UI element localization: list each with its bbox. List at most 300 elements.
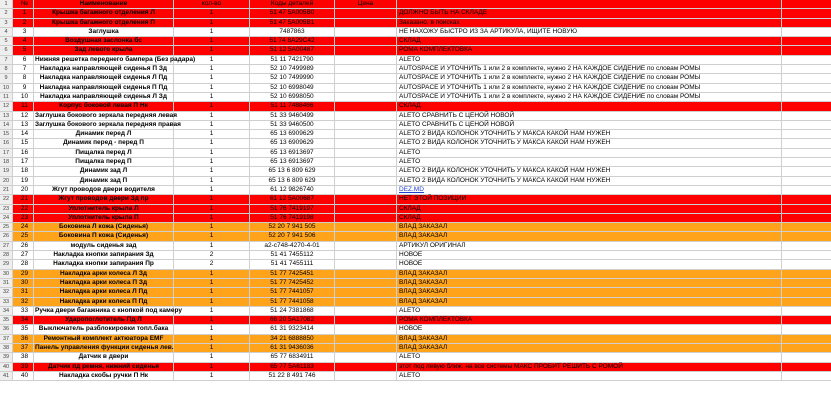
table-price-cell[interactable] xyxy=(335,372,397,381)
table-row-header[interactable]: 29 xyxy=(0,260,13,269)
table-note-cell[interactable]: СКЛАД xyxy=(397,205,782,214)
table-qty-cell[interactable]: 1 xyxy=(174,353,250,362)
table-num-cell[interactable]: 5 xyxy=(16,46,34,55)
table-empty-cell[interactable] xyxy=(782,223,831,232)
table-note-cell[interactable]: ALETO xyxy=(397,149,782,158)
table-price-cell[interactable] xyxy=(335,84,397,93)
table-code-cell[interactable]: 65 77 6834911 xyxy=(250,353,335,362)
table-code-cell[interactable]: 51 77 7441058 xyxy=(250,298,335,307)
table-empty-cell[interactable] xyxy=(782,186,831,195)
table-row-header[interactable]: 12 xyxy=(0,102,13,111)
table-empty-cell[interactable] xyxy=(782,298,831,307)
header-empty-cell[interactable] xyxy=(782,0,831,9)
table-name-cell[interactable]: Накладка скобы ручки П Нк xyxy=(34,372,174,381)
table-code-cell[interactable]: 51 24 7381868 xyxy=(250,307,335,316)
table-code-cell[interactable]: 51 33 9460500 xyxy=(250,121,335,130)
table-code-cell[interactable]: a2-c748-4270-4-01 xyxy=(250,242,335,251)
table-row-header[interactable]: 17 xyxy=(0,149,13,158)
table-empty-cell[interactable] xyxy=(782,195,831,204)
table-name-cell[interactable]: Накладка кнопки запирания Зд xyxy=(34,251,174,260)
table-note-cell[interactable]: ALETO 2 ВИДА КОЛОНОК УТОЧНИТЬ У МАКСА КАКОЙ НАМ НУЖЕН xyxy=(397,167,782,176)
table-name-cell[interactable]: Воздушная заслонка бс xyxy=(34,37,174,46)
table-empty-cell[interactable] xyxy=(782,149,831,158)
table-qty-cell[interactable]: 1 xyxy=(174,307,250,316)
table-note-cell[interactable]: НЕ НАХОЖУ БЫСТРО ИЗ ЗА АРТИКУЛА, ИЩИТЕ НОВУЮ xyxy=(397,28,782,37)
table-num-cell[interactable]: 16 xyxy=(16,149,34,158)
table-price-cell[interactable] xyxy=(335,251,397,260)
table-name-cell[interactable]: модуль сиденья зад xyxy=(34,242,174,251)
table-row-header[interactable]: 13 xyxy=(0,112,13,121)
table-code-cell[interactable]: 51 76 7419198 xyxy=(250,214,335,223)
table-price-cell[interactable] xyxy=(335,232,397,241)
table-note-cell[interactable]: AUTOSPACE И УТОЧНИТЬ 1 или 2 в комплекте, нужно 2 НА КАЖДОЕ СИДЕНИЕ по словам РОМЫ xyxy=(397,74,782,83)
table-empty-cell[interactable] xyxy=(782,9,831,18)
table-code-cell[interactable]: 61 12 5A00687 xyxy=(250,195,335,204)
table-row-header[interactable]: 2 xyxy=(0,9,13,18)
table-empty-cell[interactable] xyxy=(782,28,831,37)
table-name-cell[interactable]: Пищалка перед Л xyxy=(34,149,174,158)
table-row-header[interactable]: 31 xyxy=(0,279,13,288)
table-note-cell[interactable]: НОВОЕ xyxy=(397,251,782,260)
table-row-header[interactable]: 37 xyxy=(0,335,13,344)
table-qty-cell[interactable]: 1 xyxy=(174,84,250,93)
table-note-cell[interactable]: ВЛАД ЗАКАЗАЛ xyxy=(397,270,782,279)
table-code-cell[interactable]: 51 12 5A00487 xyxy=(250,46,335,55)
table-code-cell[interactable]: 52 10 7499990 xyxy=(250,74,335,83)
table-name-cell[interactable]: Динамик зад П xyxy=(34,177,174,186)
table-code-cell[interactable]: 66 20 5A17082 xyxy=(250,316,335,325)
table-row-header[interactable]: 10 xyxy=(0,84,13,93)
header-num-cell[interactable]: № xyxy=(16,0,34,9)
table-row-header[interactable]: 33 xyxy=(0,298,13,307)
table-num-cell[interactable]: 28 xyxy=(16,260,34,269)
table-num-cell[interactable]: 10 xyxy=(16,93,34,102)
table-code-cell[interactable]: 65 13 6 809 629 xyxy=(250,177,335,186)
table-name-cell[interactable]: Ручка двери багажника с кнопкой под камеру xyxy=(34,307,174,316)
table-price-cell[interactable] xyxy=(335,307,397,316)
table-num-cell[interactable]: 36 xyxy=(16,335,34,344)
table-row-header[interactable]: 35 xyxy=(0,316,13,325)
table-num-cell[interactable]: 34 xyxy=(16,316,34,325)
table-price-cell[interactable] xyxy=(335,279,397,288)
table-num-cell[interactable]: 3 xyxy=(16,28,34,37)
table-name-cell[interactable]: Динамик перед Л xyxy=(34,130,174,139)
table-num-cell[interactable]: 35 xyxy=(16,325,34,334)
table-qty-cell[interactable]: 1 xyxy=(174,214,250,223)
table-name-cell[interactable]: Накладка кнопки запирания Пр xyxy=(34,260,174,269)
table-code-cell[interactable]: 65 13 6909629 xyxy=(250,130,335,139)
table-num-cell[interactable]: 22 xyxy=(16,205,34,214)
table-code-cell[interactable]: 51 33 9460499 xyxy=(250,112,335,121)
table-code-cell[interactable]: 65 13 6909629 xyxy=(250,139,335,148)
table-qty-cell[interactable]: 1 xyxy=(174,130,250,139)
table-row-header[interactable]: 28 xyxy=(0,251,13,260)
table-qty-cell[interactable]: 1 xyxy=(174,298,250,307)
table-qty-cell[interactable]: 1 xyxy=(174,363,250,372)
table-name-cell[interactable]: Крышка багажного отделения П xyxy=(34,19,174,28)
table-empty-cell[interactable] xyxy=(782,260,831,269)
table-note-cell[interactable]: ALETO 2 ВИДА КОЛОНОК УТОЧНИТЬ У МАКСА КАКОЙ НАМ НУЖЕН xyxy=(397,130,782,139)
table-name-cell[interactable]: Накладка арки колеса П Зд xyxy=(34,279,174,288)
table-empty-cell[interactable] xyxy=(782,158,831,167)
table-price-cell[interactable] xyxy=(335,298,397,307)
table-note-cell[interactable]: DEZ.MD xyxy=(397,186,782,195)
table-qty-cell[interactable]: 1 xyxy=(174,93,250,102)
table-empty-cell[interactable] xyxy=(782,112,831,121)
table-row-header[interactable]: 18 xyxy=(0,158,13,167)
table-num-cell[interactable]: 4 xyxy=(16,37,34,46)
table-num-cell[interactable]: 39 xyxy=(16,363,34,372)
table-name-cell[interactable]: Накладка направляющей сиденья Л Пд xyxy=(34,74,174,83)
header-code-cell[interactable]: Коды деталей xyxy=(250,0,335,9)
table-name-cell[interactable]: Ремонтный комплект актюатора EMF xyxy=(34,335,174,344)
table-note-cell[interactable]: НЕТ ЭТОЙ ПОЗИЦИИ xyxy=(397,195,782,204)
table-name-cell[interactable]: Датчик в двери xyxy=(34,353,174,362)
table-name-cell[interactable]: Корпус боковой левая П Нк xyxy=(34,102,174,111)
table-name-cell[interactable]: Накладка арки колеса Л Пд xyxy=(34,288,174,297)
table-code-cell[interactable]: 51 11 7421790 xyxy=(250,56,335,65)
table-row-header[interactable]: 34 xyxy=(0,307,13,316)
table-empty-cell[interactable] xyxy=(782,74,831,83)
table-note-cell[interactable]: ALETO 2 ВИДА КОЛОНОК УТОЧНИТЬ У МАКСА КАКОЙ НАМ НУЖЕН xyxy=(397,177,782,186)
table-empty-cell[interactable] xyxy=(782,316,831,325)
header-qty-cell[interactable]: кол-во xyxy=(174,0,250,9)
table-code-cell[interactable]: 65 77 5A61183 xyxy=(250,363,335,372)
table-name-cell[interactable]: Боковина П кожа (Сиденья) xyxy=(34,232,174,241)
table-qty-cell[interactable]: 1 xyxy=(174,158,250,167)
table-qty-cell[interactable]: 1 xyxy=(174,167,250,176)
table-note-cell[interactable]: ALETO xyxy=(397,372,782,381)
table-note-cell[interactable]: АРТИКУЛ ОРИГИНАЛ xyxy=(397,242,782,251)
table-qty-cell[interactable]: 1 xyxy=(174,19,250,28)
table-name-cell[interactable]: Жгут проводов двери Зд пр xyxy=(34,195,174,204)
table-name-cell[interactable]: Накладка направляющей сиденья П Пд xyxy=(34,84,174,93)
table-name-cell[interactable]: Накладка арки колеса П Пд xyxy=(34,298,174,307)
table-empty-cell[interactable] xyxy=(782,372,831,381)
table-qty-cell[interactable]: 1 xyxy=(174,242,250,251)
table-qty-cell[interactable]: 1 xyxy=(174,9,250,18)
table-qty-cell[interactable]: 2 xyxy=(174,260,250,269)
table-empty-cell[interactable] xyxy=(782,288,831,297)
table-empty-cell[interactable] xyxy=(782,307,831,316)
table-price-cell[interactable] xyxy=(335,65,397,74)
table-price-cell[interactable] xyxy=(335,195,397,204)
table-note-cell[interactable]: ВЛАД ЗАКАЗАЛ xyxy=(397,223,782,232)
table-note-cell[interactable]: ВЛАД ЗАКАЗАЛ xyxy=(397,344,782,353)
table-num-cell[interactable]: 40 xyxy=(16,372,34,381)
table-code-cell[interactable]: 52 10 6998049 xyxy=(250,84,335,93)
table-row-header[interactable]: 41 xyxy=(0,372,13,381)
table-code-cell[interactable]: 51 74 8A29C42 xyxy=(250,37,335,46)
table-num-cell[interactable]: 29 xyxy=(16,270,34,279)
table-note-cell[interactable]: этот под левую ближ. на все системы МАКС ПРОБИТ РЕШИТЬ С РОМОЙ xyxy=(397,363,782,372)
table-num-cell[interactable]: 17 xyxy=(16,158,34,167)
table-empty-cell[interactable] xyxy=(782,344,831,353)
table-price-cell[interactable] xyxy=(335,214,397,223)
table-row-header[interactable]: 23 xyxy=(0,205,13,214)
table-note-cell[interactable]: ВЛАД ЗАКАЗАЛ xyxy=(397,288,782,297)
table-code-cell[interactable]: 51 11 7488466 xyxy=(250,102,335,111)
table-code-cell[interactable]: 51 22 8 491 746 xyxy=(250,372,335,381)
table-qty-cell[interactable]: 1 xyxy=(174,316,250,325)
table-qty-cell[interactable]: 1 xyxy=(174,65,250,74)
table-price-cell[interactable] xyxy=(335,186,397,195)
table-empty-cell[interactable] xyxy=(782,325,831,334)
table-code-cell[interactable]: 52 10 7499989 xyxy=(250,65,335,74)
table-price-cell[interactable] xyxy=(335,121,397,130)
table-note-cell[interactable]: ALETO 2 ВИДА КОЛОНОК УТОЧНИТЬ У МАКСА КАКОЙ НАМ НУЖЕН xyxy=(397,139,782,148)
table-name-cell[interactable]: Накладка направляющей сиденья Л Зд xyxy=(34,93,174,102)
table-note-cell[interactable]: ДОЛЖНО БЫТЬ НА СКЛАДЕ xyxy=(397,9,782,18)
table-empty-cell[interactable] xyxy=(782,84,831,93)
table-name-cell[interactable]: Жгут проводов двери водителя xyxy=(34,186,174,195)
table-row-header[interactable]: 15 xyxy=(0,130,13,139)
table-row-header[interactable]: 6 xyxy=(0,46,13,55)
table-empty-cell[interactable] xyxy=(782,19,831,28)
table-price-cell[interactable] xyxy=(335,93,397,102)
table-name-cell[interactable]: Выключатель разблокировки топл.бака xyxy=(34,325,174,334)
table-note-cell[interactable]: ВЛАД ЗАКАЗАЛ xyxy=(397,279,782,288)
table-note-cell[interactable]: РОМА КОМПЛЕКТОВКА xyxy=(397,316,782,325)
table-num-cell[interactable]: 7 xyxy=(16,65,34,74)
table-num-cell[interactable]: 30 xyxy=(16,279,34,288)
table-row-header[interactable]: 11 xyxy=(0,93,13,102)
table-price-cell[interactable] xyxy=(335,74,397,83)
table-empty-cell[interactable] xyxy=(782,177,831,186)
table-note-cell[interactable]: ALETO xyxy=(397,307,782,316)
table-qty-cell[interactable]: 1 xyxy=(174,372,250,381)
table-price-cell[interactable] xyxy=(335,223,397,232)
table-num-cell[interactable]: 26 xyxy=(16,242,34,251)
table-price-cell[interactable] xyxy=(335,149,397,158)
table-row-header[interactable]: 32 xyxy=(0,288,13,297)
table-empty-cell[interactable] xyxy=(782,232,831,241)
table-qty-cell[interactable]: 1 xyxy=(174,325,250,334)
table-price-cell[interactable] xyxy=(335,19,397,28)
table-row-header[interactable]: 8 xyxy=(0,65,13,74)
table-qty-cell[interactable]: 1 xyxy=(174,232,250,241)
table-qty-cell[interactable]: 1 xyxy=(174,270,250,279)
table-qty-cell[interactable]: 1 xyxy=(174,177,250,186)
table-name-cell[interactable]: Датчик пд ремня, нижний сиденья xyxy=(34,363,174,372)
table-note-cell[interactable]: НОВОЕ xyxy=(397,325,782,334)
table-empty-cell[interactable] xyxy=(782,335,831,344)
table-note-cell[interactable]: РОМА КОМПЛЕКТОВКА xyxy=(397,46,782,55)
table-name-cell[interactable]: Панель управления функции сиденья лев. xyxy=(34,344,174,353)
table-price-cell[interactable] xyxy=(335,158,397,167)
table-row-header[interactable]: 38 xyxy=(0,344,13,353)
table-num-cell[interactable]: 23 xyxy=(16,214,34,223)
table-empty-cell[interactable] xyxy=(782,130,831,139)
table-empty-cell[interactable] xyxy=(782,121,831,130)
table-row-header[interactable]: 36 xyxy=(0,325,13,334)
table-name-cell[interactable]: Накладка направляющей сиденья П Зд xyxy=(34,65,174,74)
table-qty-cell[interactable]: 1 xyxy=(174,121,250,130)
table-num-cell[interactable]: 12 xyxy=(16,112,34,121)
table-num-cell[interactable]: 14 xyxy=(16,130,34,139)
table-num-cell[interactable]: 1 xyxy=(16,9,34,18)
table-code-cell[interactable]: 61 12 9826740 xyxy=(250,186,335,195)
table-code-cell[interactable]: 34 21 6888850 xyxy=(250,335,335,344)
table-row-header[interactable]: 25 xyxy=(0,223,13,232)
table-empty-cell[interactable] xyxy=(782,56,831,65)
table-price-cell[interactable] xyxy=(335,270,397,279)
table-row-header[interactable]: 3 xyxy=(0,19,13,28)
table-row-header[interactable]: 27 xyxy=(0,242,13,251)
table-empty-cell[interactable] xyxy=(782,270,831,279)
table-qty-cell[interactable]: 1 xyxy=(174,186,250,195)
table-name-cell[interactable]: Уплотнитель крыла П xyxy=(34,214,174,223)
table-num-cell[interactable]: 24 xyxy=(16,223,34,232)
table-code-cell[interactable]: 65 13 6913697 xyxy=(250,149,335,158)
table-qty-cell[interactable]: 1 xyxy=(174,279,250,288)
table-note-cell[interactable]: ALETO СРАВНИТЬ С ЦЕНОЙ НОВОЙ xyxy=(397,121,782,130)
table-price-cell[interactable] xyxy=(335,37,397,46)
table-num-cell[interactable]: 25 xyxy=(16,232,34,241)
table-price-cell[interactable] xyxy=(335,46,397,55)
table-num-cell[interactable]: 37 xyxy=(16,344,34,353)
table-qty-cell[interactable]: 1 xyxy=(174,102,250,111)
table-qty-cell[interactable]: 1 xyxy=(174,46,250,55)
table-code-cell[interactable]: 65 13 6913697 xyxy=(250,158,335,167)
table-note-cell[interactable]: ВЛАД ЗАКАЗАЛ xyxy=(397,232,782,241)
table-num-cell[interactable]: 18 xyxy=(16,167,34,176)
table-price-cell[interactable] xyxy=(335,9,397,18)
table-empty-cell[interactable] xyxy=(782,205,831,214)
table-name-cell[interactable]: Заглушка бокового зеркала передняя правая xyxy=(34,121,174,130)
table-empty-cell[interactable] xyxy=(782,37,831,46)
table-note-cell[interactable]: AUTOSPACE И УТОЧНИТЬ 1 или 2 в комплекте, нужно 2 НА КАЖДОЕ СИДЕНИЕ по словам РОМЫ xyxy=(397,84,782,93)
table-row-header[interactable]: 14 xyxy=(0,121,13,130)
table-num-cell[interactable]: 38 xyxy=(16,353,34,362)
table-price-cell[interactable] xyxy=(335,139,397,148)
table-row-header[interactable]: 7 xyxy=(0,56,13,65)
table-row-header[interactable]: 16 xyxy=(0,139,13,148)
table-price-cell[interactable] xyxy=(335,363,397,372)
table-code-cell[interactable]: 65 13 6 809 629 xyxy=(250,167,335,176)
table-note-cell[interactable]: ALETO xyxy=(397,56,782,65)
table-row-header[interactable]: 1 xyxy=(0,0,13,9)
table-row-header[interactable]: 20 xyxy=(0,177,13,186)
table-note-cell[interactable]: ВЛАД ЗАКАЗАЛ xyxy=(397,335,782,344)
table-price-cell[interactable] xyxy=(335,112,397,121)
table-num-cell[interactable]: 21 xyxy=(16,195,34,204)
table-note-cell[interactable]: ALETO xyxy=(397,158,782,167)
table-name-cell[interactable]: Зад левого крыла xyxy=(34,46,174,55)
table-num-cell[interactable]: 33 xyxy=(16,307,34,316)
table-code-cell[interactable]: 51 77 7425452 xyxy=(250,279,335,288)
table-code-cell[interactable]: 51 47 5A005B0 xyxy=(250,9,335,18)
table-empty-cell[interactable] xyxy=(782,242,831,251)
table-empty-cell[interactable] xyxy=(782,167,831,176)
table-row-header[interactable]: 19 xyxy=(0,167,13,176)
table-note-cell[interactable]: AUTOSPACE И УТОЧНИТЬ 1 или 2 в комплекте, нужно 2 НА КАЖДОЕ СИДЕНИЕ по словам РОМЫ xyxy=(397,93,782,102)
table-qty-cell[interactable]: 1 xyxy=(174,195,250,204)
table-qty-cell[interactable]: 1 xyxy=(174,344,250,353)
table-name-cell[interactable]: Накладка арки колеса Л Зд xyxy=(34,270,174,279)
table-num-cell[interactable]: 19 xyxy=(16,177,34,186)
table-num-cell[interactable]: 6 xyxy=(16,56,34,65)
table-price-cell[interactable] xyxy=(335,177,397,186)
table-name-cell[interactable]: Динамик перед - перед П xyxy=(34,139,174,148)
table-note-cell[interactable]: AUTOSPACE И УТОЧНИТЬ 1 или 2 в комплекте, нужно 2 НА КАЖДОЕ СИДЕНИЕ по словам РОМЫ xyxy=(397,65,782,74)
table-empty-cell[interactable] xyxy=(782,214,831,223)
table-note-cell[interactable]: НОВОЕ xyxy=(397,260,782,269)
table-code-cell[interactable]: 51 76 7419197 xyxy=(250,205,335,214)
table-note-cell[interactable]: СКЛАД xyxy=(397,37,782,46)
table-price-cell[interactable] xyxy=(335,344,397,353)
table-num-cell[interactable]: 11 xyxy=(16,102,34,111)
table-price-cell[interactable] xyxy=(335,335,397,344)
table-row-header[interactable]: 39 xyxy=(0,353,13,362)
table-code-cell[interactable]: 7487863 xyxy=(250,28,335,37)
table-name-cell[interactable]: Крышка багажного отделения Л xyxy=(34,9,174,18)
table-empty-cell[interactable] xyxy=(782,65,831,74)
table-code-cell[interactable]: 51 47 5A005B1 xyxy=(250,19,335,28)
table-code-cell[interactable]: 51 41 7455112 xyxy=(250,251,335,260)
table-name-cell[interactable]: Заглушка бокового зеркала передняя левая xyxy=(34,112,174,121)
table-row-header[interactable]: 21 xyxy=(0,186,13,195)
table-empty-cell[interactable] xyxy=(782,93,831,102)
table-num-cell[interactable]: 31 xyxy=(16,288,34,297)
table-note-cell[interactable]: СКЛАД xyxy=(397,102,782,111)
table-name-cell[interactable]: Ударопоглотитель Пд Л xyxy=(34,316,174,325)
table-row-header[interactable]: 26 xyxy=(0,232,13,241)
header-note-cell[interactable] xyxy=(397,0,782,9)
header-name-cell[interactable]: Наименование xyxy=(34,0,174,9)
table-qty-cell[interactable]: 1 xyxy=(174,28,250,37)
table-row-header[interactable]: 40 xyxy=(0,363,13,372)
table-code-cell[interactable]: 51 41 7455111 xyxy=(250,260,335,269)
table-qty-cell[interactable]: 1 xyxy=(174,37,250,46)
table-empty-cell[interactable] xyxy=(782,279,831,288)
table-row-header[interactable]: 24 xyxy=(0,214,13,223)
table-code-cell[interactable]: 51 77 7425451 xyxy=(250,270,335,279)
table-code-cell[interactable]: 51 77 7441057 xyxy=(250,288,335,297)
table-price-cell[interactable] xyxy=(335,56,397,65)
table-row-header[interactable]: 5 xyxy=(0,37,13,46)
table-qty-cell[interactable]: 1 xyxy=(174,56,250,65)
table-num-cell[interactable]: 15 xyxy=(16,139,34,148)
table-note-cell[interactable]: ВЛАД ЗАКАЗАЛ xyxy=(397,298,782,307)
table-price-cell[interactable] xyxy=(335,325,397,334)
table-note-cell[interactable]: ALETO СРАВНИТЬ С ЦЕНОЙ НОВОЙ xyxy=(397,112,782,121)
table-name-cell[interactable]: Нижняя решетка переднего бампера (Без радара) xyxy=(34,56,174,65)
table-price-cell[interactable] xyxy=(335,205,397,214)
header-price-cell[interactable]: Цена xyxy=(335,0,397,9)
table-row-header[interactable]: 30 xyxy=(0,270,13,279)
table-name-cell[interactable]: Заглушка xyxy=(34,28,174,37)
table-price-cell[interactable] xyxy=(335,353,397,362)
table-code-cell[interactable]: 61 31 9323414 xyxy=(250,325,335,334)
table-name-cell[interactable]: Динамик зад Л xyxy=(34,167,174,176)
table-qty-cell[interactable]: 1 xyxy=(174,335,250,344)
table-row-header[interactable]: 22 xyxy=(0,195,13,204)
table-name-cell[interactable]: Уплотнитель крыла Л xyxy=(34,205,174,214)
table-code-cell[interactable]: 52 10 6998050 xyxy=(250,93,335,102)
table-price-cell[interactable] xyxy=(335,130,397,139)
table-row-header[interactable]: 4 xyxy=(0,28,13,37)
table-empty-cell[interactable] xyxy=(782,251,831,260)
table-num-cell[interactable]: 27 xyxy=(16,251,34,260)
table-price-cell[interactable] xyxy=(335,316,397,325)
table-row-header[interactable]: 9 xyxy=(0,74,13,83)
table-qty-cell[interactable]: 1 xyxy=(174,205,250,214)
table-note-cell[interactable]: Заказано, в поисках xyxy=(397,19,782,28)
table-name-cell[interactable]: Пищалка перед П xyxy=(34,158,174,167)
table-empty-cell[interactable] xyxy=(782,102,831,111)
table-price-cell[interactable] xyxy=(335,167,397,176)
